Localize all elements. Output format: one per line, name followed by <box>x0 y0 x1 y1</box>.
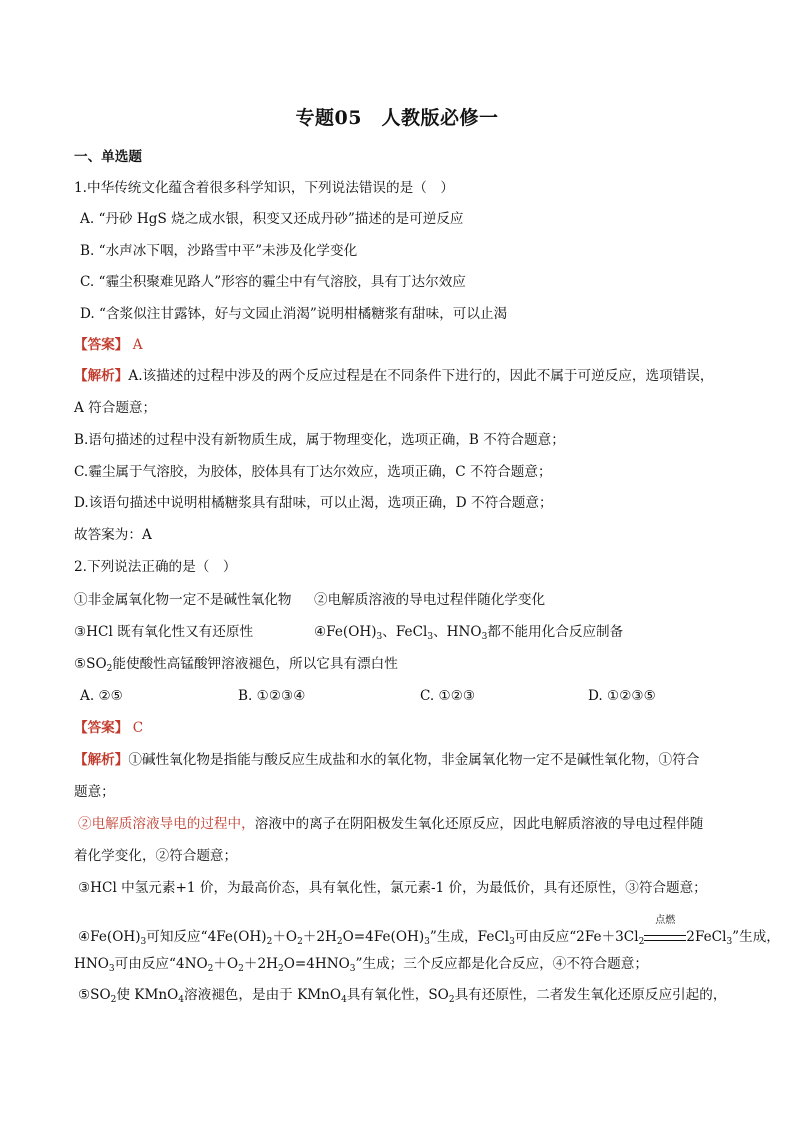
statement-1: ①非金属氧化物一定不是碱性氧化物 <box>74 592 292 608</box>
q2-answer <box>74 719 734 737</box>
q1-analysis-line-2: A 符合题意； <box>74 400 157 416</box>
analysis-label: 【解析】 <box>74 368 129 384</box>
answer-value: A <box>132 337 143 353</box>
q1-analysis-line-3: B.语句描述的过程中没有新物质生成，属于物理变化，选项正确，B 不符合题意； <box>74 432 565 448</box>
q2-option-d: D. ①②③⑤ <box>588 688 656 704</box>
q2-analysis-line-1: 【解析】①碱性氧化物是指能与酸反应生成盐和水的氧化物，非金属氧化物一定不是碱性氧化物，①符合 <box>74 752 700 768</box>
q1-option-b: B. “水声冰下咽，沙路雪中平”未涉及化学变化 <box>80 243 358 259</box>
answer-label: 【答案】 <box>74 720 129 736</box>
q2-analysis-line-6: $④Fe(OH)_3$可知反应“$4Fe(OH)_2+O_2+2H_2O=4Fe(OH)_3$”生成，FeCl$_3$可由反应“$2Fe+3Cl_2$ 点燃 2FeCl$_3$”生成， <box>78 915 780 947</box>
q2-analysis-line-4: 着化学变化，②符合题意； <box>74 848 238 864</box>
q2-option-c: C. ①②③ <box>420 688 476 704</box>
statement-3: ③HCl 既有氧化性又有还原性 <box>74 624 254 640</box>
analysis-label: 【解析】 <box>74 752 129 768</box>
q1-analysis-line-6: 故答案为：A <box>74 527 152 543</box>
answer-label: 【答案】 <box>74 337 129 353</box>
reaction-condition-arrow: 点燃 <box>644 927 686 941</box>
q1-option-a: A. “丹砂 HgS 烧之成水银，积变又还成丹砂”描述的是可逆反应 <box>80 211 464 227</box>
statement-2: ②电解质溶液的导电过程伴随化学变化 <box>314 592 546 608</box>
q1-analysis-line-4: C.霾尘属于气溶胶，为胶体，胶体具有丁达尔效应，选项正确，C 不符合题意； <box>74 464 552 480</box>
question-1-stem: 1.中华传统文化蕴含着很多科学知识，下列说法错误的是（ ） <box>74 180 454 196</box>
q1-analysis-line-5: D.该语句描述中说明柑橘糖浆具有甜味，可以止渴，选项正确，D 不符合题意； <box>74 495 553 511</box>
statement-4: $④Fe(OH)_3$、FeCl$_3$、$HNO_3$都不能用化合反应制备 <box>314 624 624 642</box>
question-2-stem: 2.下列说法正确的是（ ） <box>74 559 237 575</box>
q2-analysis-line-2: 题意； <box>74 784 115 800</box>
answer-value: C <box>132 720 144 736</box>
q1-option-d: D. “含浆似注甘露钵，好与文园止消渴”说明柑橘糖浆有甜味，可以止渴 <box>80 306 508 322</box>
q1-analysis-line-1 <box>74 367 734 385</box>
q2-statements-3-4 <box>74 623 734 641</box>
page-title: 专题05 人教版必修一 <box>295 107 499 129</box>
q2-analysis-line-7: $HNO_3$可由反应“$4NO_2+O_2+2H_2O=4HNO_3$”生成；三个反应都是化合反应，④不符合题意； <box>74 956 648 974</box>
q1-option-c: C. “霾尘积聚难见路人”形容的霾尘中有气溶胶，具有丁达尔效应 <box>80 274 466 290</box>
q2-statements-1-2 <box>74 591 734 609</box>
q1-answer <box>74 336 734 354</box>
q2-analysis-line-3: ②电解质溶液导电的过程中，溶液中的离子在阴阳极发生氧化还原反应，因此电解质溶液的导电过程伴随 <box>78 816 704 832</box>
section-heading: 一、单选题 <box>74 149 142 165</box>
q2-statement-5: $⑤SO_2$能使酸性高锰酸钾溶液褪色，所以它具有漂白性 <box>74 656 398 674</box>
q2-analysis-line-5: ③HCl 中氢元素+1 价，为最高价态，具有氧化性，氯元素-1 价，为最低价，具有还原性，③符合题意； <box>78 880 707 896</box>
analysis-text: A.该描述的过程中涉及的两个反应过程是在不同条件下进行的，因此不属于可逆反应，选项错误， <box>128 368 714 384</box>
q2-option-a: A. ②⑤ <box>80 688 123 704</box>
q2-analysis-line-8: $⑤SO_2$使 KMnO$_4$溶液褪色，是由于 KMnO$_4$具有氧化性，$SO_2$具有还原性，二者发生氧化还原反应引起的， <box>78 987 727 1005</box>
q2-option-b: B. ①②③④ <box>238 688 306 704</box>
